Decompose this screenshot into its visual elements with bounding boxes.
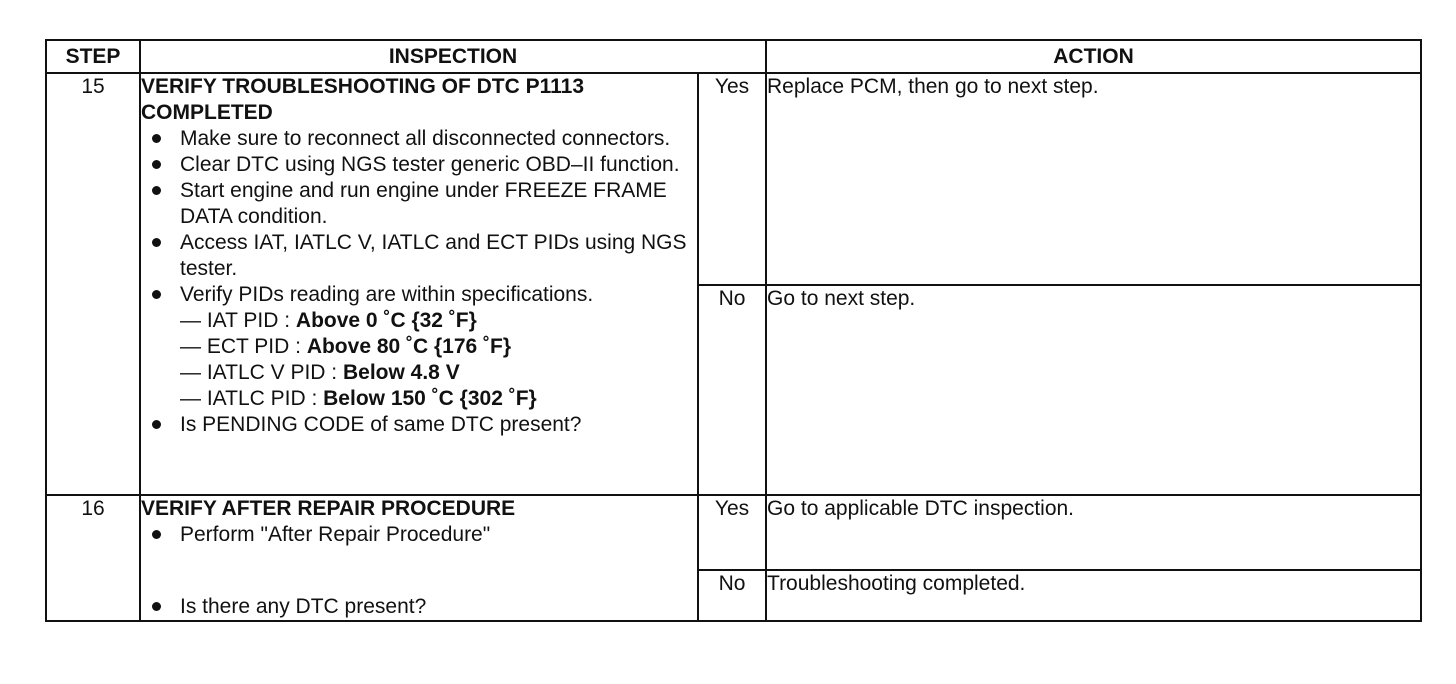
list-item: Access IAT, IATLC V, IATLC and ECT PIDs using NGS tester. bbox=[141, 230, 697, 282]
spec-item: — IATLC V PID : Below 4.8 V bbox=[180, 361, 460, 384]
yes-label: Yes bbox=[698, 495, 766, 570]
bullet-icon bbox=[152, 134, 161, 143]
bullet-icon bbox=[152, 238, 161, 247]
yes-action: Go to applicable DTC inspection. bbox=[766, 495, 1421, 570]
no-action: Troubleshooting completed. bbox=[766, 570, 1421, 621]
inspection-title: VERIFY AFTER REPAIR PROCEDURE bbox=[141, 497, 516, 520]
list-item: Start engine and run engine under FREEZE FRAME DATA condition. bbox=[141, 178, 697, 230]
no-label: No bbox=[698, 285, 766, 495]
no-label: No bbox=[698, 570, 766, 621]
list-item: Verify PIDs reading are within specifications. — IAT PID : Above 0 ˚C {32 ˚F} — ECT PID : Above 80 ˚C {176 ˚F} — IATLC V PID : Below 4.8 V — IATLC PID : Below 150 ˚C {302 ˚F} bbox=[141, 282, 697, 412]
yes-label: Yes bbox=[698, 73, 766, 285]
inspection-bullets bbox=[141, 594, 697, 620]
bullet-icon bbox=[152, 160, 161, 169]
list-item: Make sure to reconnect all disconnected connectors. bbox=[141, 126, 697, 152]
no-action: Go to next step. bbox=[766, 285, 1421, 495]
header-action: ACTION bbox=[766, 40, 1421, 73]
table-row bbox=[46, 495, 1421, 570]
inspection-bullets bbox=[141, 522, 697, 548]
inspection-cell bbox=[140, 495, 698, 621]
bullet-icon bbox=[152, 602, 161, 611]
step-number: 15 bbox=[46, 73, 140, 495]
spec-item: — ECT PID : Above 80 ˚C {176 ˚F} bbox=[180, 335, 512, 358]
header-inspection: INSPECTION bbox=[140, 40, 766, 73]
inspection-bullets bbox=[141, 126, 697, 438]
spec-item: — IAT PID : Above 0 ˚C {32 ˚F} bbox=[180, 309, 477, 332]
yes-action: Replace PCM, then go to next step. bbox=[766, 73, 1421, 285]
dtc-inspection-table bbox=[45, 39, 1422, 622]
header-step: STEP bbox=[46, 40, 140, 73]
bullet-icon bbox=[152, 530, 161, 539]
list-item: Is PENDING CODE of same DTC present? bbox=[141, 412, 697, 438]
spec-item: — IATLC PID : Below 150 ˚C {302 ˚F} bbox=[180, 387, 537, 410]
table-header-row bbox=[46, 40, 1421, 73]
list-item: Is there any DTC present? bbox=[141, 594, 697, 620]
step-number: 16 bbox=[46, 495, 140, 621]
bullet-icon bbox=[152, 420, 161, 429]
spec-list bbox=[180, 308, 697, 412]
list-item: Perform "After Repair Procedure" bbox=[141, 522, 697, 548]
bullet-icon bbox=[152, 290, 161, 299]
inspection-cell bbox=[140, 73, 698, 495]
list-item: Clear DTC using NGS tester generic OBD–II function. bbox=[141, 152, 697, 178]
inspection-title: VERIFY TROUBLESHOOTING OF DTC P1113 COMPLETED bbox=[141, 75, 585, 124]
bullet-icon bbox=[152, 186, 161, 195]
table-row bbox=[46, 73, 1421, 285]
